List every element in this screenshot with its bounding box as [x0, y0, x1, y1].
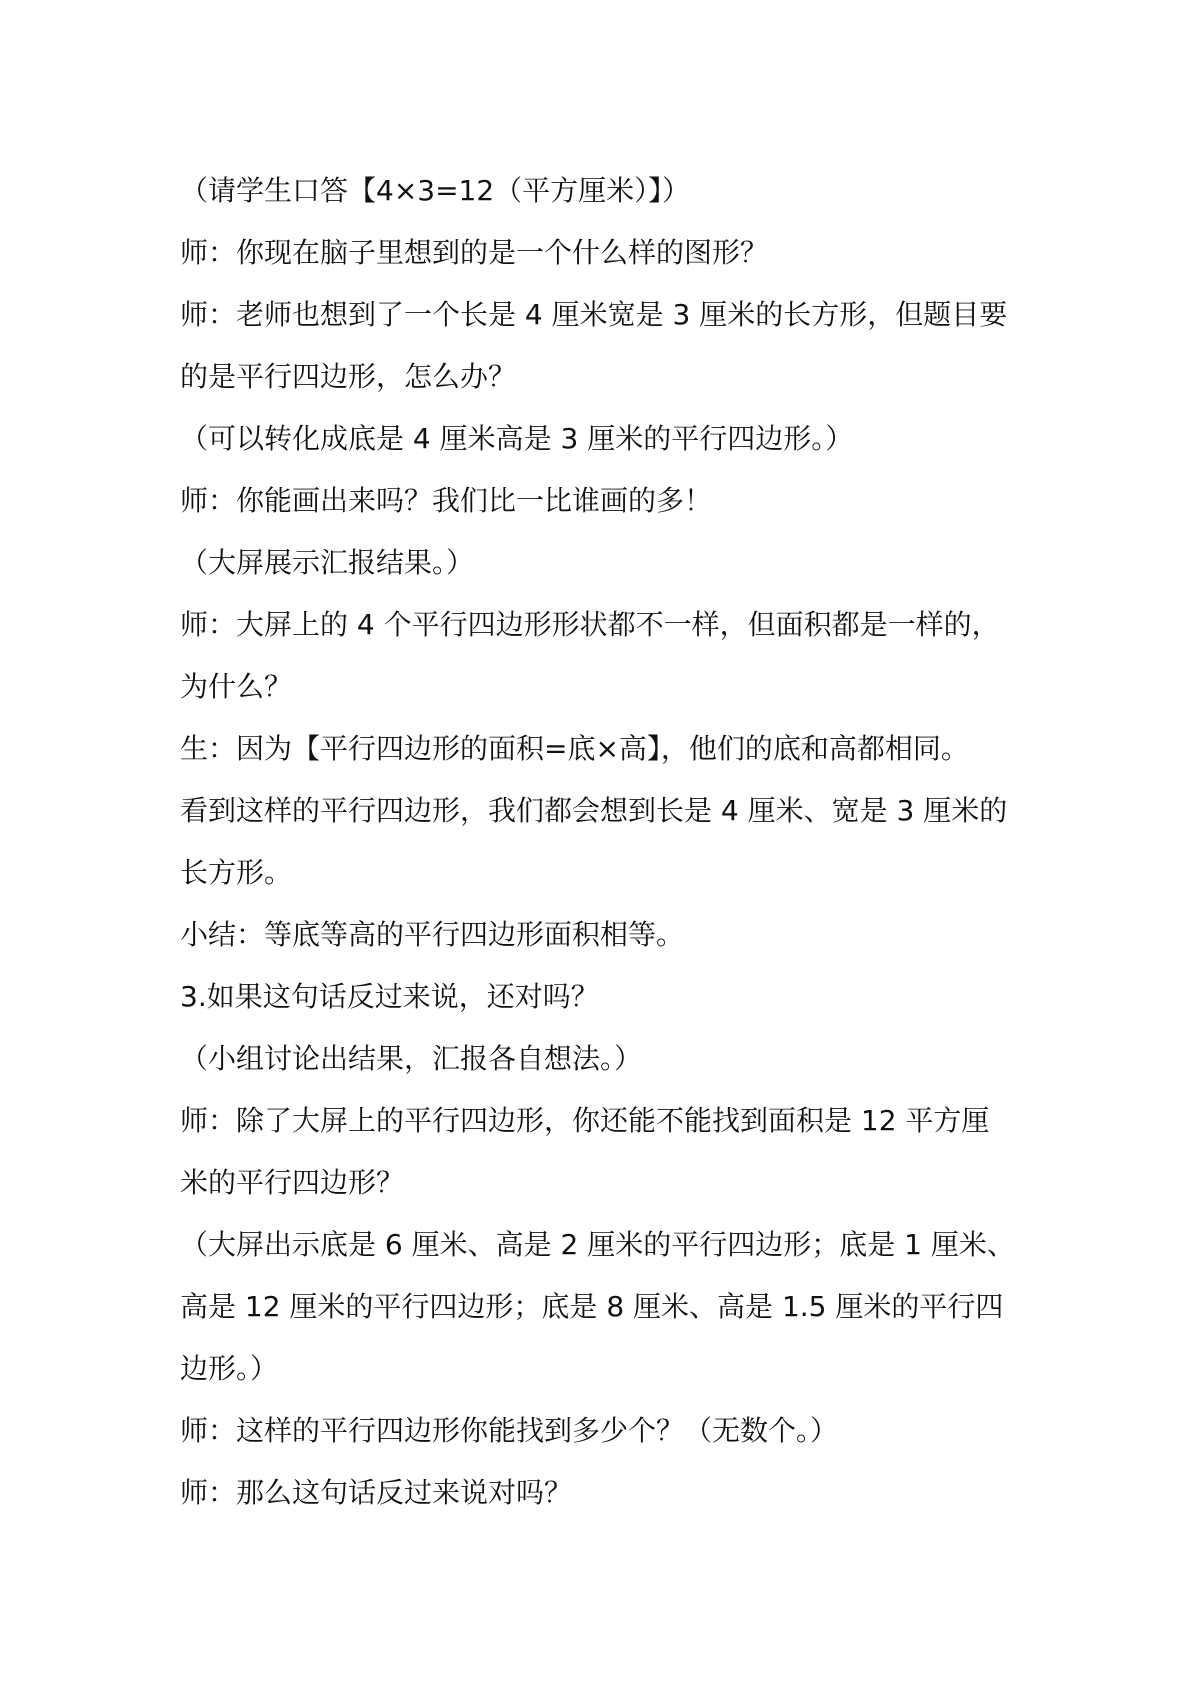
text-line: （大屏出示底是 6 厘米、高是 2 厘米的平行四边形；底是 1 厘米、	[180, 1228, 1015, 1261]
text-line: 长方形。	[180, 856, 293, 889]
text-line: （大屏展示汇报结果。）	[180, 546, 475, 579]
text-line: （小组讨论出结果，汇报各自想法。）	[180, 1042, 643, 1075]
text-line: 高是 12 厘米的平行四边形；底是 8 厘米、高是 1.5 厘米的平行四	[180, 1290, 1004, 1323]
document-body	[180, 160, 1020, 1524]
text-line: （请学生口答【4×3=12（平方厘米）】）	[180, 174, 691, 207]
text-line: 为什么？	[180, 670, 293, 703]
text-line: 边形。）	[180, 1352, 279, 1385]
text-line: 师：你现在脑子里想到的是一个什么样的图形？	[180, 236, 769, 269]
text-line: 看到这样的平行四边形，我们都会想到长是 4 厘米、宽是 3 厘米的	[180, 794, 1008, 827]
text-line: 的是平行四边形，怎么办？	[180, 360, 517, 393]
text-line: （可以转化成底是 4 厘米高是 3 厘米的平行四边形。）	[180, 422, 854, 455]
text-line: 师：老师也想到了一个长是 4 厘米宽是 3 厘米的长方形，但题目要	[180, 298, 1008, 331]
text-line: 师：那么这句话反过来说对吗？	[180, 1476, 573, 1509]
text-line: 师：除了大屏上的平行四边形，你还能不能找到面积是 12 平方厘	[180, 1104, 990, 1137]
text-line: 小结：等底等高的平行四边形面积相等。	[180, 918, 685, 951]
text-line: 师：大屏上的 4 个平行四边形形状都不一样，但面积都是一样的，	[180, 608, 1000, 641]
text-line: 师：这样的平行四边形你能找到多少个？（无数个。）	[180, 1414, 839, 1447]
text-line: 3.如果这句话反过来说，还对吗？	[180, 980, 599, 1013]
text-line: 生：因为【平行四边形的面积=底×高】，他们的底和高都相同。	[180, 732, 969, 765]
text-line: 师：你能画出来吗？我们比一比谁画的多！	[180, 484, 713, 517]
text-line: 米的平行四边形？	[180, 1166, 405, 1199]
